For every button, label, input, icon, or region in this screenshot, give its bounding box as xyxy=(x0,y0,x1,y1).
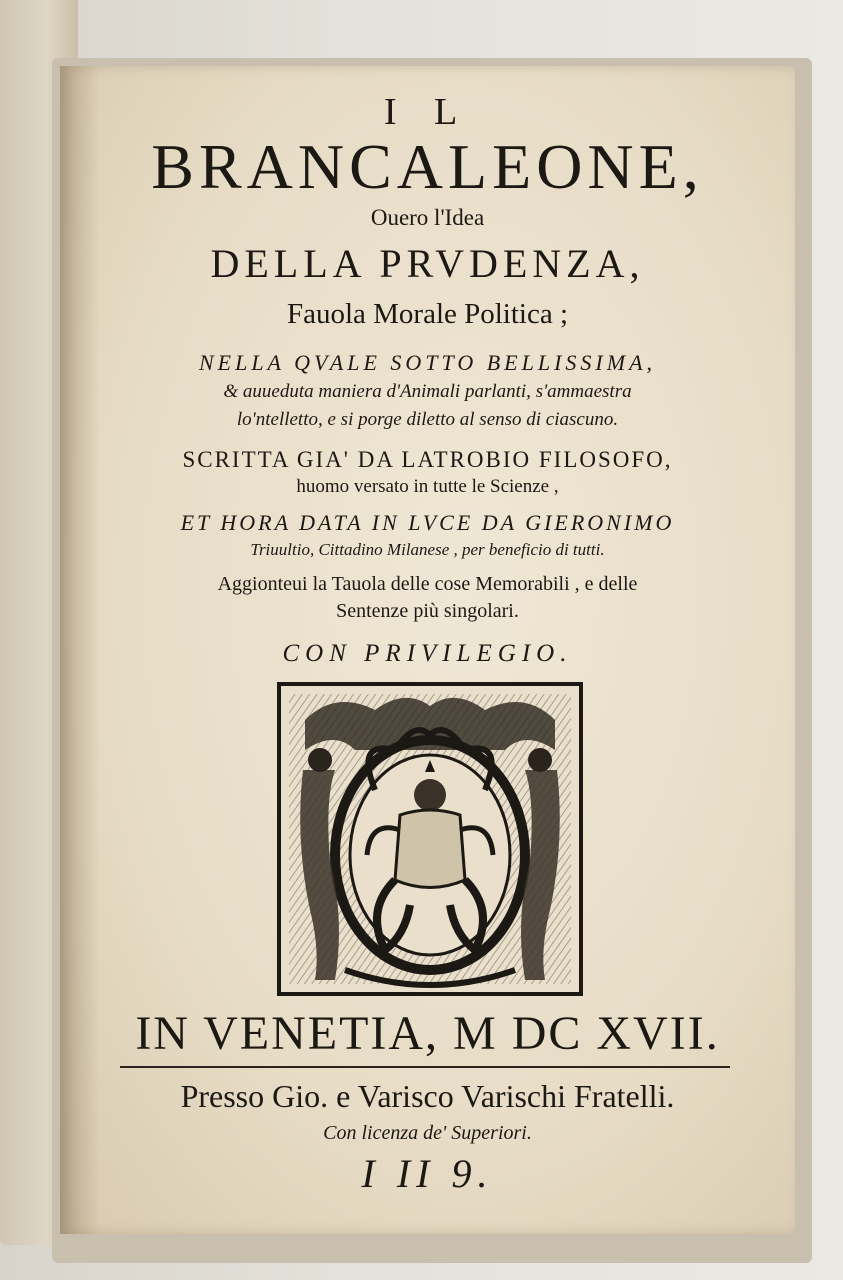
editor-line-2: Triuultio, Cittadino Milanese , per beneficio di tutti. xyxy=(250,540,605,559)
description-line-2: & auueduta maniera d'Animali parlanti, s'ammaestra xyxy=(223,381,632,402)
privilege-line: CON PRIVILEGIO. xyxy=(282,640,573,667)
imprint-place-date: IN VENETIA, M DC XVII. xyxy=(135,1007,720,1060)
title-article: I L xyxy=(383,91,472,133)
handwritten-shelfmark: I II 9. xyxy=(361,1151,494,1196)
printers-device-woodcut xyxy=(275,680,585,998)
imprint-rule xyxy=(120,1066,730,1068)
description-line-1: NELLA QVALE SOTTO BELLISSIMA, xyxy=(198,350,657,375)
editor-line-1: ET HORA DATA IN LVCE DA GIERONIMO xyxy=(180,510,675,535)
book-title: BRANCALEONE, xyxy=(151,131,704,202)
author-line-2: huomo versato in tutte le Scienze , xyxy=(296,476,559,497)
subtitle-prudenza: DELLA PRVDENZA, xyxy=(210,241,645,286)
addition-line-2: Sentenze più singolari. xyxy=(336,600,519,622)
subtitle-fauola: Fauola Morale Politica ; xyxy=(286,298,569,330)
author-line-1: SCRITTA GIA' DA LATROBIO FILOSOFO, xyxy=(182,447,673,472)
addition-line-1: Aggionteui la Tauola delle cose Memorabili , e delle xyxy=(217,573,638,595)
subtitle-ouero: Ouero l'Idea xyxy=(370,205,485,230)
description-line-3: lo'ntelletto, e si porge diletto al senso di ciascuno. xyxy=(236,409,619,430)
license-line: Con licenza de' Superiori. xyxy=(323,1122,532,1144)
printer-line: Presso Gio. e Varisco Varischi Fratelli. xyxy=(180,1078,675,1114)
